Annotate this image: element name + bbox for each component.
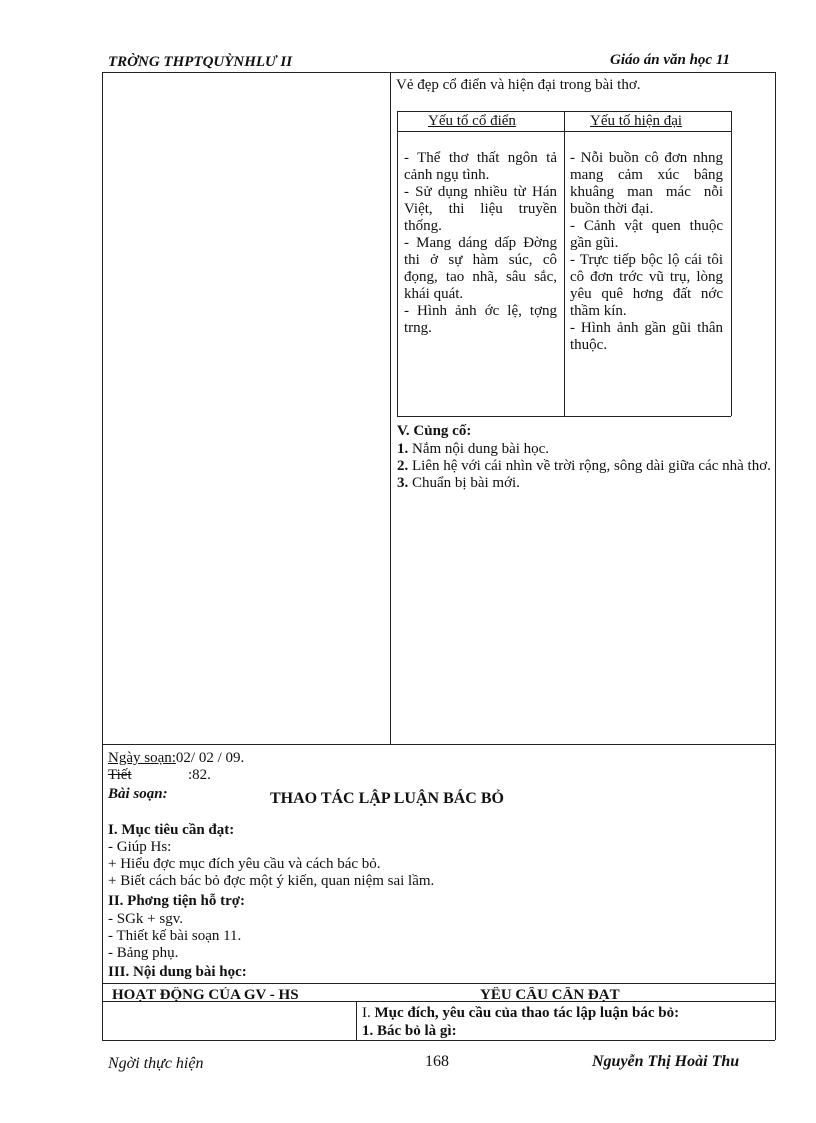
header-subject: Giáo án văn học 11: [610, 52, 731, 68]
tiet-value: :82.: [188, 767, 211, 783]
inner-table-mid: [564, 111, 565, 416]
column-divider: [390, 72, 391, 744]
date-label: Ngày soạn:: [108, 750, 176, 766]
page-number: 168: [425, 1053, 449, 1070]
row1-prefix: I.: [362, 1005, 371, 1021]
muc-tieu-line: + Hiểu đợc mục đích yêu cầu và cách bác bỏ.: [108, 856, 381, 872]
col-classic-body: [404, 150, 557, 337]
row1-heading: Mục đích, yêu cầu của thao tác lập luận bác bỏ:: [370, 1005, 680, 1021]
cungco-num: 1.: [397, 441, 409, 457]
muc-tieu-list: [108, 839, 434, 890]
cungco-item: [397, 458, 771, 475]
date-value: 02/ 02 / 09.: [175, 750, 245, 766]
cungco-item: [397, 441, 771, 458]
lesson-date: [108, 750, 244, 767]
cungco-title: V. Củng cố:: [397, 423, 472, 439]
inner-table-bottom: [397, 416, 731, 417]
bottom-table-left: [102, 983, 103, 1040]
row1-text: [362, 1005, 679, 1022]
lesson-tiet: [108, 767, 211, 784]
phuong-tien-line: - Bảng phụ.: [108, 945, 179, 961]
cungco-item: [397, 475, 771, 492]
muc-tieu-line: + Biết cách bác bỏ đợc một ý kiến, quan niệm sai lầm.: [108, 873, 435, 889]
col-modern-head: Yếu tố hiện đại: [590, 113, 683, 129]
lesson-title: THAO TÁC LẬP LUẬN BÁC BỎ: [270, 790, 504, 807]
row1-sub: 1. Bác bỏ là gì:: [362, 1023, 457, 1039]
right-border: [775, 72, 776, 1040]
footer-author-name: Nguyễn Thị Hoài Thu: [592, 1053, 740, 1070]
muc-tieu-heading: I. Mục tiêu cần đạt:: [108, 822, 235, 838]
modern-item: - Cảnh vật quen thuộc gần gũi.: [570, 218, 723, 251]
modern-item: - Hình ảnh gần gũi thân thuộc.: [570, 320, 723, 353]
top-border: [102, 72, 775, 73]
noi-dung-heading: III. Nội dung bài học:: [108, 964, 247, 980]
cungco-text: Chuẩn bị bài mới.: [408, 475, 520, 491]
cungco-text: Liên hệ với cái nhìn về trời rộng, sông dài giữa các nhà thơ.: [408, 458, 771, 474]
cungco-list: [397, 441, 771, 492]
cungco-num: 3.: [397, 475, 409, 491]
section-divider: [102, 744, 775, 745]
bottom-table-bottom: [102, 1040, 775, 1041]
classic-item: - Sử dụng nhiều từ Hán Việt, thi liệu truyền thống.: [404, 184, 557, 234]
left-border: [102, 72, 103, 983]
intro-text: Vẻ đẹp cổ điển và hiện đại trong bài thơ.: [396, 77, 641, 93]
inner-table-left: [397, 111, 398, 416]
modern-item: - Nỗi buồn cô đơn nhng mang cảm xúc bâng khuâng man mác nỗi buồn thời đại.: [570, 150, 723, 217]
bottom-table-head-rule: [102, 1001, 775, 1002]
tiet-label: Tiết: [108, 767, 132, 783]
phuong-tien-list: [108, 911, 241, 962]
phuong-tien-line: - SGk + sgv.: [108, 911, 183, 927]
activity-head: HOẠT ĐỘNG CỦA GV - HS: [112, 987, 299, 1001]
cungco-text: Nắm nội dung bài học.: [408, 441, 550, 457]
bottom-table-mid: [356, 1001, 357, 1040]
footer-author-label: Ngời thực hiện: [108, 1055, 204, 1072]
col-classic-head: Yếu tố cổ điển: [428, 113, 516, 129]
classic-item: - Thể thơ thất ngôn tả cảnh ngụ tình.: [404, 150, 557, 183]
cungco-num: 2.: [397, 458, 409, 474]
header-school: TRỜNG THPTQUỲNHLƯ II: [108, 54, 293, 70]
classic-item: - Mang dáng dấp Đờng thi ở sự hàm súc, cô đọng, tao nhã, sâu sắc, khái quát.: [404, 235, 557, 302]
classic-item: - Hình ảnh ớc lệ, tợng trng.: [404, 303, 557, 336]
muc-tieu-line: - Giúp Hs:: [108, 839, 172, 855]
phuong-tien-heading: II. Phơng tiện hỗ trợ:: [108, 893, 246, 909]
baisoan-label: Bài soạn:: [108, 786, 168, 802]
inner-table-right: [731, 111, 732, 416]
phuong-tien-line: - Thiết kế bài soạn 11.: [108, 928, 242, 944]
col-modern-body: [570, 150, 723, 354]
requirement-head: YÊU CẦU CẦN ĐẠT: [480, 987, 620, 1001]
bottom-table-top: [102, 983, 775, 984]
modern-item: - Trực tiếp bộc lộ cái tôi cô đơn trớc vũ trụ, lòng yêu quê hơng đất nớc thầm kín.: [570, 252, 723, 319]
